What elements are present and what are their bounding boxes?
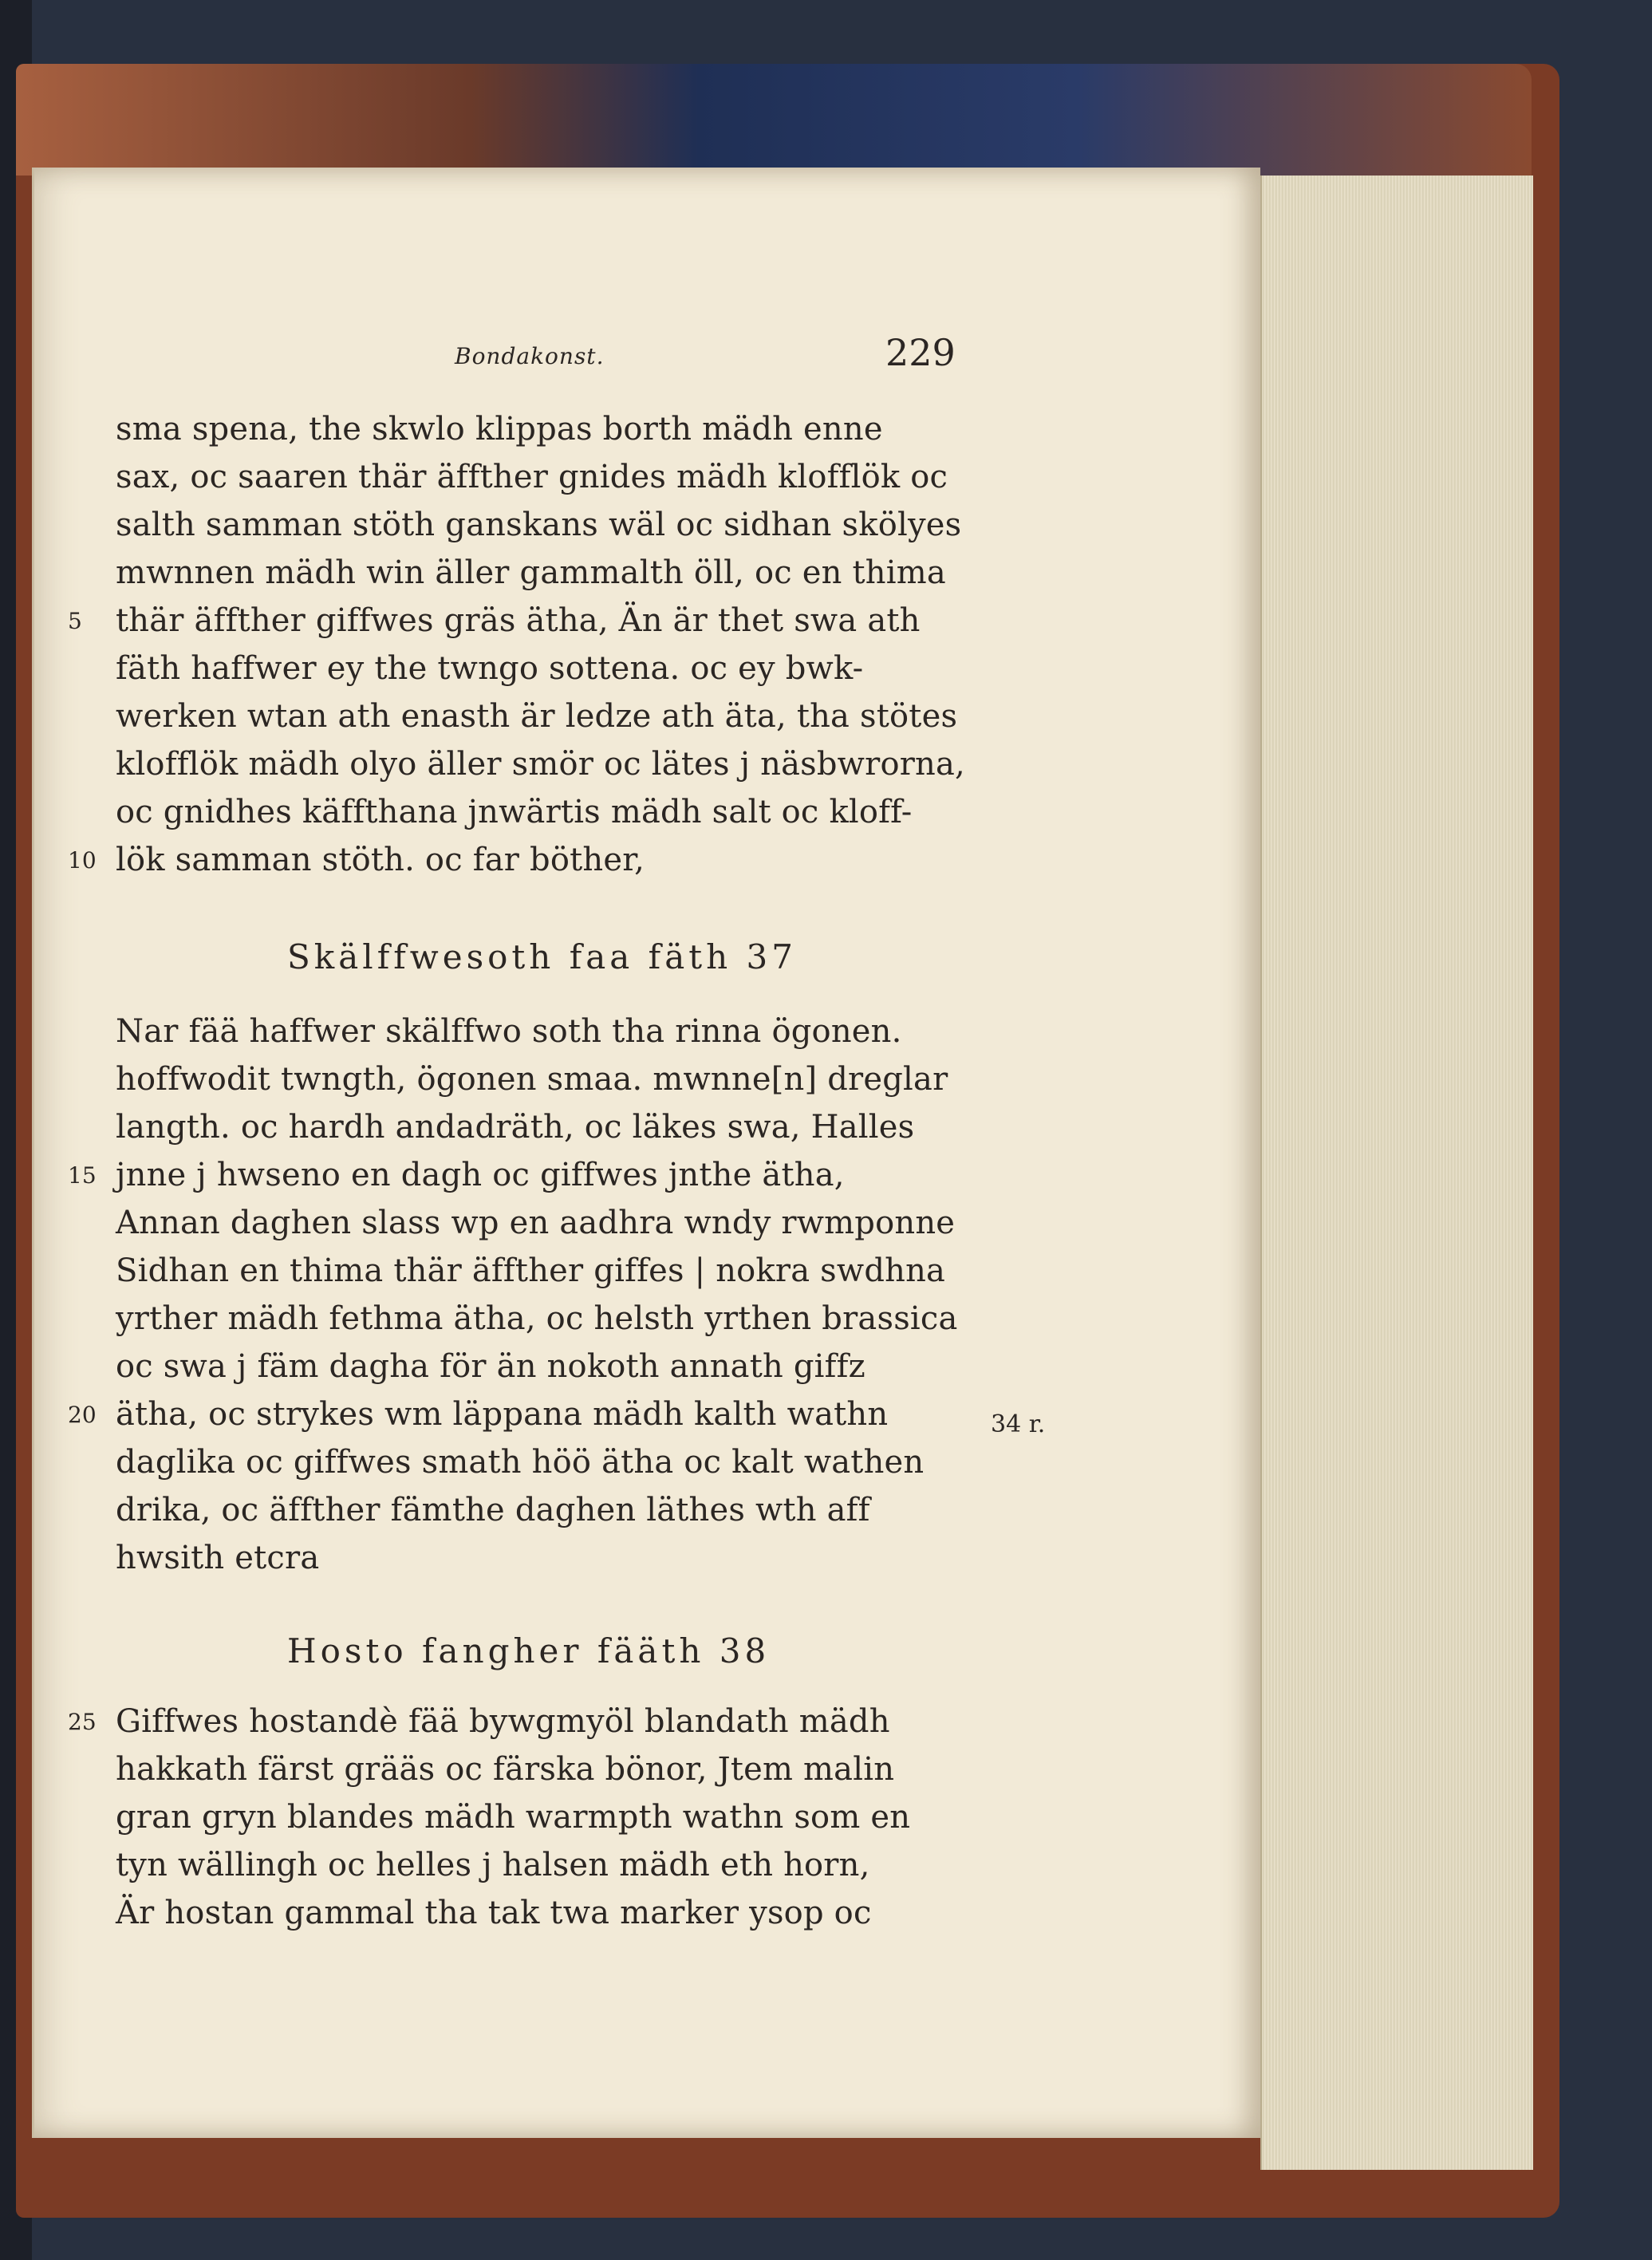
- text-line: hwsith etcra: [116, 1540, 320, 1576]
- text-line: yrther mädh fethma ätha, oc helsth yrthen brassica: [116, 1300, 958, 1337]
- text-line: gran gryn blandes mädh warmpth wathn som en: [116, 1799, 911, 1836]
- text-line: Sidhan en thima thär äffther giffes | nokra swdhna: [116, 1252, 946, 1289]
- text-line: lök samman stöth. oc far böther,: [116, 842, 645, 878]
- text-line: salth samman stöth ganskans wäl oc sidhan skölyes: [116, 507, 962, 543]
- line-number: 20: [68, 1402, 97, 1428]
- text-line: sax, oc saaren thär äffther gnides mädh klofflök oc: [116, 459, 948, 495]
- line-number: 15: [68, 1162, 97, 1189]
- text-line: klofflök mädh olyo äller smör oc lätes j näsbwrorna,: [116, 746, 965, 783]
- text-line: sma spena, the skwlo klippas borth mädh enne: [116, 411, 883, 448]
- text-line: Nar fää haffwer skälffwo soth tha rinna ögonen.: [116, 1013, 902, 1050]
- text-line: mwnnen mädh win äller gammalth öll, oc en thima: [116, 554, 946, 591]
- text-line: ätha, oc strykes wm läppana mädh kalth wathn: [116, 1396, 889, 1433]
- text-line: langth. oc hardh andadräth, oc läkes swa, Halles: [116, 1109, 915, 1146]
- text-line: Är hostan gammal tha tak twa marker ysop oc: [116, 1895, 872, 1931]
- text-line: drika, oc äffther fämthe daghen läthes wth aff: [116, 1492, 870, 1528]
- running-head: Bondakonst.: [455, 343, 605, 369]
- margin-note: 34 r.: [991, 1410, 1046, 1438]
- text-line: thär äffther giffwes gräs ätha, Än är thet swa ath: [116, 602, 921, 639]
- text-line: tyn wällingh oc helles j halsen mädh eth horn,: [116, 1847, 870, 1883]
- text-line: oc swa j fäm dagha för än nokoth annath giffz: [116, 1348, 865, 1385]
- book-page: [32, 168, 1260, 2138]
- section-heading: Skälffwesoth faa fäth 37: [287, 937, 797, 976]
- page-edges: [1260, 176, 1533, 2170]
- text-line: oc gnidhes käffthana jnwärtis mädh salt oc kloff-: [116, 794, 913, 830]
- line-number: 5: [68, 608, 82, 634]
- text-line: daglika oc giffwes smath höö ätha oc kalt wathen: [116, 1444, 925, 1481]
- text-line: Giffwes hostandè fää bywgmyöl blandath mädh: [116, 1703, 890, 1740]
- book-top-edge: [16, 64, 1532, 176]
- text-line: werken wtan ath enasth är ledze ath äta, tha stötes: [116, 698, 958, 735]
- text-line: Annan daghen slass wp en aadhra wndy rwmponne: [116, 1205, 956, 1241]
- line-number: 10: [68, 847, 97, 874]
- text-line: hakkath färst grääs oc färska bönor, Jtem malin: [116, 1751, 895, 1788]
- section-heading: Hosto fangher fääth 38: [287, 1631, 771, 1670]
- text-line: fäth haffwer ey the twngo sottena. oc ey bwk-: [116, 650, 864, 687]
- text-line: jnne j hwseno en dagh oc giffwes jnthe ätha,: [116, 1157, 845, 1193]
- text-line: hoffwodit twngth, ögonen smaa. mwnne[n] dreglar: [116, 1061, 948, 1098]
- page-number: 229: [885, 331, 956, 374]
- line-number: 25: [68, 1709, 97, 1735]
- page-text: [32, 168, 1260, 2138]
